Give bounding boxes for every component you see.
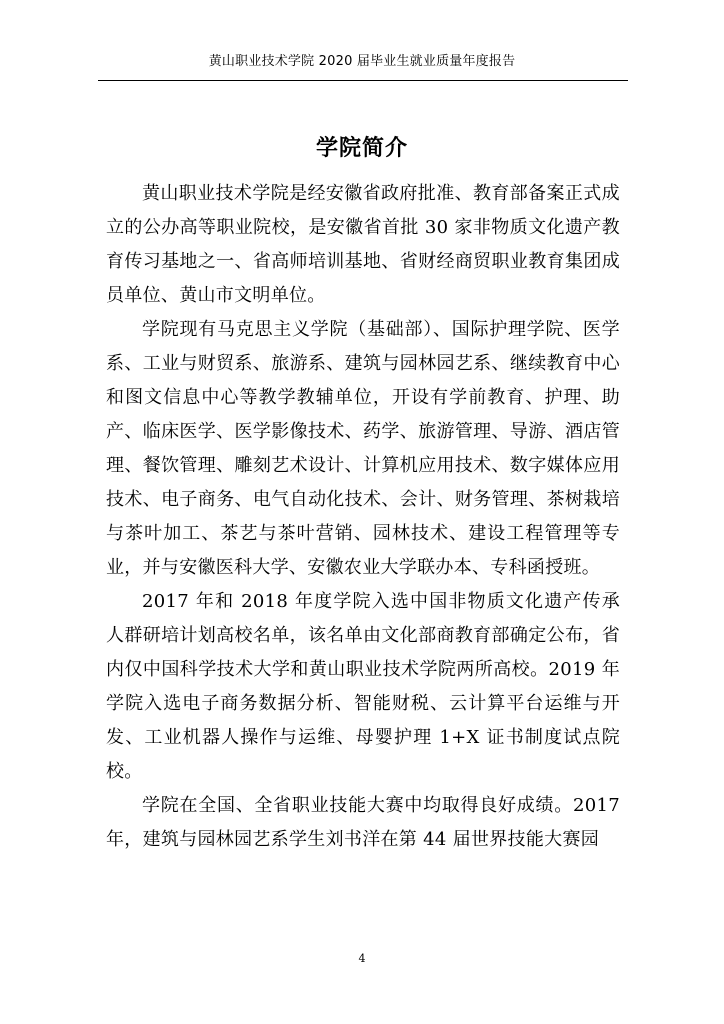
header-divider	[98, 80, 628, 81]
paragraph-honors: 2017 年和 2018 年度学院入选中国非物质文化遗产传承人群研培计划高校名单，该名单由文化部商教育部确定公布，省内仅中国科学技术大学和黄山职业技术学院两所高校。2019 年学院入选电子商务数据分析、智能财税、云计算平台运维与开发、工业机器人操作与运维、母婴护理 1+X 证书制度试点院校。	[106, 591, 620, 782]
section-title: 学院简介	[315, 136, 408, 161]
paragraph-intro: 黄山职业技术学院是经安徽省政府批准、教育部备案正式成立的公办高等职业院校，是安徽省首批 30 家非物质文化遗产教育传习基地之一、省高师培训基地、省财经商贸职业教育集团成员单位、黄山市文明单位。	[106, 183, 620, 306]
body-text	[106, 177, 620, 857]
paragraph-departments: 学院现有马克思主义学院（基础部）、国际护理学院、医学系、工业与财贸系、旅游系、建筑与园林园艺系、继续教育中心和图文信息中心等教学教辅单位，开设有学前教育、护理、助产、临床医学、医学影像技术、药学、旅游管理、导游、酒店管理、餐饮管理、雕刻艺术设计、计算机应用技术、数字媒体应用技术、电子商务、电气自动化技术、会计、财务管理、茶树栽培与茶叶加工、茶艺与茶叶营销、园林技术、建设工程管理等专业，并与安徽医科大学、安徽农业大学联办本、专科函授班。	[106, 319, 620, 578]
page-number: 4	[358, 952, 366, 965]
running-header: 黄山职业技术学院 2020 届毕业生就业质量年度报告	[208, 54, 516, 69]
paragraph-competitions: 学院在全国、全省职业技能大赛中均取得良好成绩。2017 年，建筑与园林园艺系学生刘书洋在第 44 届世界技能大赛园	[106, 795, 620, 850]
